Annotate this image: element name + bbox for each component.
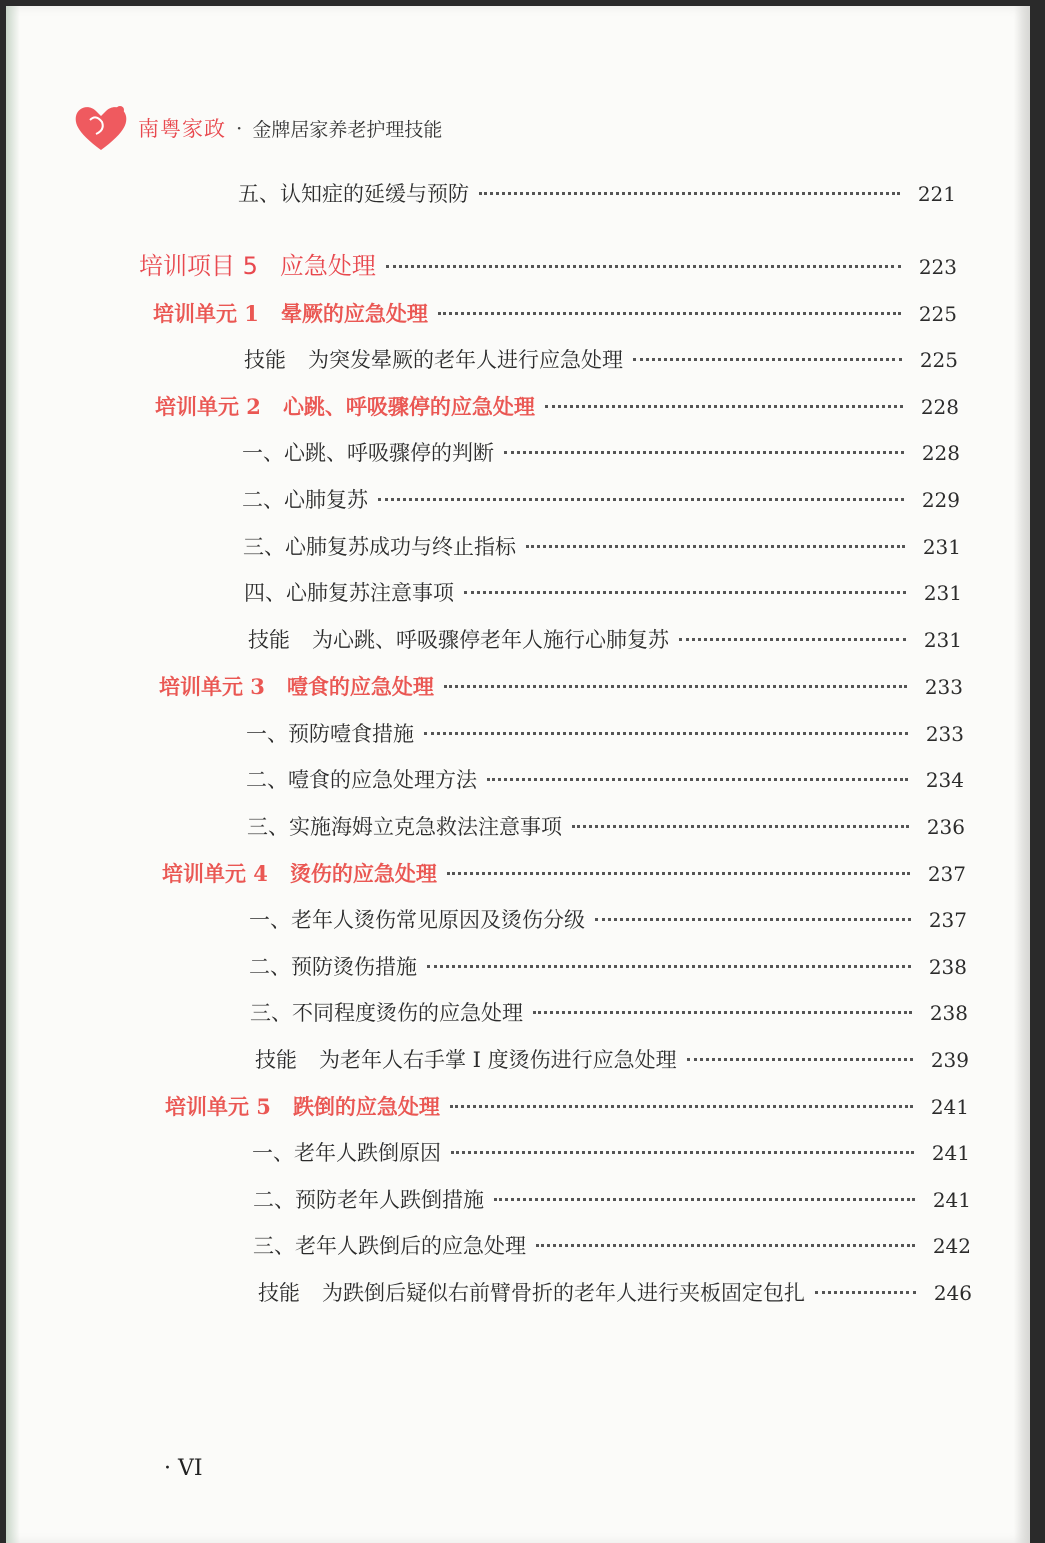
toc-entry-title bbox=[249, 904, 585, 934]
toc-page-number: 233 bbox=[924, 675, 963, 699]
toc-entry-label: 噎食的应急处理 bbox=[286, 674, 434, 699]
toc-page-number: 234 bbox=[925, 768, 964, 792]
toc-page-number: 238 bbox=[928, 955, 967, 979]
toc-entry-title bbox=[153, 298, 428, 328]
dot-leader bbox=[487, 778, 908, 781]
toc-entry-item bbox=[246, 764, 964, 798]
toc-entry-label: 一、预防噎食措施 bbox=[246, 722, 414, 746]
toc-page-number: 241 bbox=[931, 1141, 970, 1165]
toc-entry-title bbox=[244, 344, 623, 374]
dot-leader bbox=[815, 1291, 916, 1294]
dot-leader bbox=[427, 965, 911, 968]
toc-entry-project bbox=[139, 246, 957, 280]
toc-entry-item bbox=[249, 904, 967, 938]
toc-page-number: 242 bbox=[932, 1234, 971, 1258]
toc-entry-label: 三、不同程度烫伤的应急处理 bbox=[250, 1001, 523, 1025]
toc-page-number: 225 bbox=[919, 348, 958, 372]
toc-entry-label: 三、实施海姆立克急救法注意事项 bbox=[247, 815, 562, 839]
toc-entry-label: 二、噎食的应急处理方法 bbox=[246, 768, 477, 792]
toc-entry-title bbox=[248, 624, 669, 654]
toc-entry-item bbox=[246, 718, 964, 752]
toc-entry-unit bbox=[153, 298, 957, 332]
toc-entry-item bbox=[253, 1184, 971, 1218]
toc-page-number: 228 bbox=[920, 395, 959, 419]
toc-page-number: 223 bbox=[918, 255, 957, 279]
toc-entry-title bbox=[250, 997, 523, 1027]
dot-leader bbox=[450, 1105, 913, 1108]
toc-entry-title bbox=[246, 764, 477, 794]
toc-entry-unit bbox=[165, 1091, 969, 1125]
toc-page-number: 237 bbox=[927, 862, 966, 886]
toc-entry-label: 晕厥的应急处理 bbox=[280, 301, 428, 326]
toc-entry-label: 为老年人右手掌 I 度烫伤进行应急处理 bbox=[319, 1048, 677, 1072]
toc-entry-title bbox=[139, 246, 376, 281]
toc-entry-title bbox=[165, 1091, 440, 1121]
toc-entry-prefix: 技能 bbox=[258, 1281, 300, 1305]
toc-entry-label: 四、心肺复苏注意事项 bbox=[244, 581, 454, 605]
toc-entry-label: 二、预防烫伤措施 bbox=[249, 955, 417, 979]
toc-entry-label: 五、认知症的延缓与预防 bbox=[238, 182, 469, 206]
toc-entry-title bbox=[253, 1230, 526, 1260]
toc-entry-skill bbox=[244, 344, 958, 378]
toc-entry-title bbox=[249, 951, 417, 981]
toc-page-number: 231 bbox=[922, 535, 961, 559]
toc-entry-prefix: 技能 bbox=[255, 1048, 297, 1072]
toc-entry-title bbox=[258, 1277, 805, 1307]
toc-entry-title bbox=[246, 718, 414, 748]
toc-entry-title bbox=[242, 437, 494, 467]
toc-page-number: 241 bbox=[930, 1095, 969, 1119]
toc-entry-item bbox=[243, 531, 961, 565]
toc-page-number: 233 bbox=[925, 722, 964, 746]
dot-leader bbox=[479, 192, 900, 195]
toc-page-number: 221 bbox=[917, 182, 956, 206]
toc-entry-item bbox=[252, 1137, 970, 1171]
toc-entry-prefix: 培训单元 1 bbox=[153, 301, 259, 326]
toc-page-number: 246 bbox=[933, 1281, 972, 1305]
toc-page-number: 238 bbox=[929, 1001, 968, 1025]
toc-entry-title bbox=[252, 1137, 441, 1167]
toc-page-number: 229 bbox=[921, 488, 960, 512]
toc-entry-prefix: 技能 bbox=[244, 348, 286, 372]
toc-entry-title bbox=[247, 811, 562, 841]
toc-entry-item bbox=[244, 577, 962, 611]
toc-entry-label: 为突发晕厥的老年人进行应急处理 bbox=[308, 348, 623, 372]
toc-entry-item bbox=[253, 1230, 971, 1264]
dot-leader bbox=[444, 685, 907, 688]
toc-entry-unit bbox=[159, 671, 963, 705]
toc-entry-label: 一、老年人烫伤常见原因及烫伤分级 bbox=[249, 908, 585, 932]
toc-page-number: 239 bbox=[930, 1048, 969, 1072]
toc-entry-label: 烫伤的应急处理 bbox=[289, 861, 437, 886]
toc-entry-label: 二、预防老年人跌倒措施 bbox=[253, 1188, 484, 1212]
toc-entry-item bbox=[249, 951, 967, 985]
toc-page-number: 228 bbox=[921, 441, 960, 465]
toc-entry-item bbox=[238, 178, 956, 212]
toc-entry-skill bbox=[258, 1277, 972, 1311]
toc-entry-title bbox=[253, 1184, 484, 1214]
toc-entry-title bbox=[243, 531, 516, 561]
toc-entry-label: 跌倒的应急处理 bbox=[292, 1094, 440, 1119]
toc-entry-label: 心跳、呼吸骤停的应急处理 bbox=[282, 394, 535, 419]
toc-entry-title bbox=[162, 858, 437, 888]
toc-entry-label: 应急处理 bbox=[279, 252, 376, 280]
toc-entry-label: 为心跳、呼吸骤停老年人施行心肺复苏 bbox=[312, 628, 669, 652]
toc-entry-prefix: 培训单元 4 bbox=[162, 861, 268, 886]
toc-page-number: 231 bbox=[923, 581, 962, 605]
toc-entry-item bbox=[247, 811, 965, 845]
dot-leader bbox=[504, 451, 904, 454]
dot-leader bbox=[451, 1151, 914, 1154]
toc-page-number: 237 bbox=[928, 908, 967, 932]
toc-entry-label: 一、心跳、呼吸骤停的判断 bbox=[242, 441, 494, 465]
dot-leader bbox=[494, 1198, 915, 1201]
toc-entry-label: 一、老年人跌倒原因 bbox=[252, 1141, 441, 1165]
toc-page-number: 231 bbox=[923, 628, 962, 652]
toc-entry-item bbox=[250, 997, 968, 1031]
page-number-footer: · VI bbox=[164, 1456, 203, 1481]
toc-entry-unit bbox=[155, 391, 959, 425]
dot-leader bbox=[424, 732, 908, 735]
toc-entry-item bbox=[242, 484, 960, 518]
dot-leader bbox=[447, 872, 910, 875]
dot-leader bbox=[533, 1011, 912, 1014]
dot-leader bbox=[386, 265, 901, 268]
dot-leader bbox=[633, 358, 902, 361]
toc-entry-skill bbox=[255, 1044, 969, 1078]
toc-entry-title bbox=[155, 391, 535, 421]
toc-entry-title bbox=[255, 1044, 677, 1074]
dot-leader bbox=[595, 918, 911, 921]
toc-entry-item bbox=[242, 437, 960, 471]
toc-entry-label: 三、心肺复苏成功与终止指标 bbox=[243, 535, 516, 559]
toc-entry-unit bbox=[162, 858, 966, 892]
book-subtitle: 金牌居家养老护理技能 bbox=[252, 118, 443, 141]
table-of-contents bbox=[6, 6, 1030, 1406]
dot-leader bbox=[572, 825, 909, 828]
dot-leader bbox=[545, 405, 903, 408]
toc-entry-label: 为跌倒后疑似右前臂骨折的老年人进行夹板固定包扎 bbox=[322, 1281, 805, 1305]
toc-page-number: 241 bbox=[932, 1188, 971, 1212]
toc-page-number: 236 bbox=[926, 815, 965, 839]
header-separator: · bbox=[236, 116, 243, 140]
dot-leader bbox=[679, 638, 906, 641]
dot-leader bbox=[464, 591, 906, 594]
dot-leader bbox=[687, 1058, 913, 1061]
dot-leader bbox=[526, 545, 905, 548]
toc-page-number: 225 bbox=[918, 302, 957, 326]
brand-name: 南粤家政 bbox=[138, 117, 226, 141]
dot-leader bbox=[438, 312, 901, 315]
toc-entry-prefix: 培训单元 2 bbox=[155, 394, 261, 419]
toc-entry-prefix: 培训单元 5 bbox=[165, 1094, 271, 1119]
toc-entry-prefix: 培训项目 5 bbox=[139, 252, 258, 280]
book-page bbox=[6, 6, 1030, 1543]
toc-entry-title bbox=[238, 178, 469, 208]
dot-leader bbox=[378, 498, 904, 501]
dot-leader bbox=[536, 1244, 915, 1247]
toc-entry-prefix: 培训单元 3 bbox=[159, 674, 265, 699]
toc-entry-skill bbox=[248, 624, 962, 658]
toc-entry-label: 二、心肺复苏 bbox=[242, 488, 368, 512]
toc-entry-label: 三、老年人跌倒后的应急处理 bbox=[253, 1234, 526, 1258]
toc-entry-title bbox=[244, 577, 454, 607]
toc-entry-title bbox=[242, 484, 368, 514]
toc-entry-prefix: 技能 bbox=[248, 628, 290, 652]
toc-entry-title bbox=[159, 671, 434, 701]
